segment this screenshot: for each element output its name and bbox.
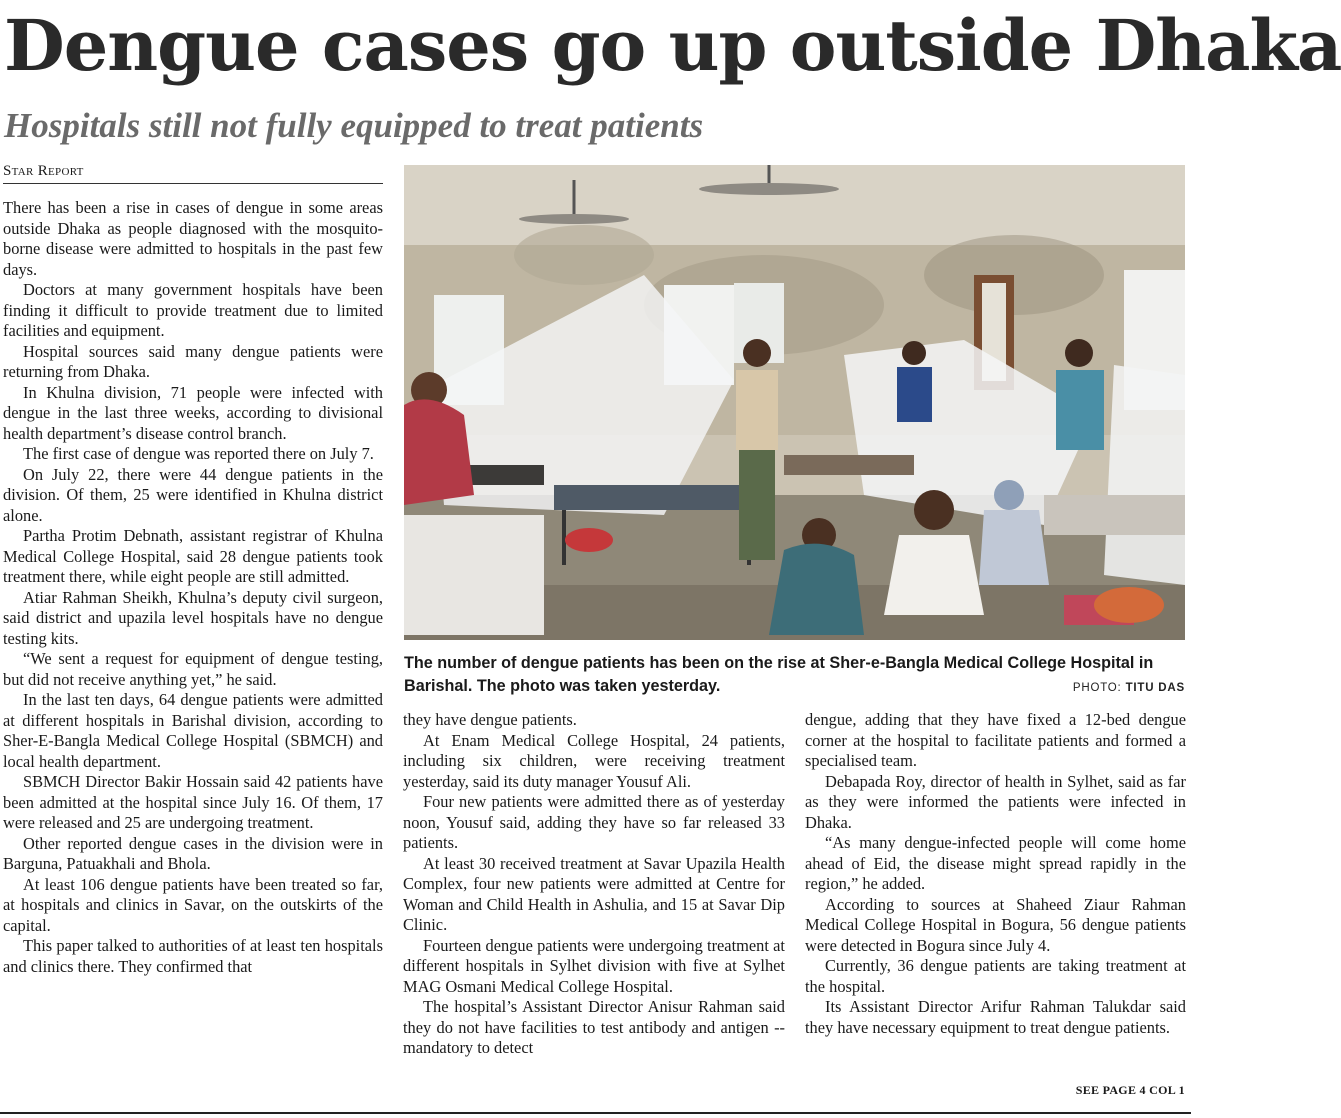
photo-caption: The number of dengue patients has been on the rise at Sher-e-Bangla Medical College Hospital in Barishal. The photo was taken yesterday.: [404, 654, 1154, 695]
paragraph: Currently, 36 dengue patients are taking treatment at the hospital.: [805, 956, 1186, 996]
paragraph: According to sources at Shaheed Ziaur Rahman Medical College Hospital in Bogura, 56 dengue patients were detected in Bogura since July 4.: [805, 894, 1186, 955]
article-column-2: [403, 710, 785, 1059]
paragraph: Its Assistant Director Arifur Rahman Talukdar said they have necessary equipment to treat dengue patients.: [805, 997, 1186, 1037]
continued-on-page-note: SEE PAGE 4 COL 1: [1075, 1083, 1185, 1097]
paragraph: In the last ten days, 64 dengue patients were admitted at different hospitals in Barishal division, according to Sher-E-Bangla Medical College Hospital (SBMCH) and local health department.: [3, 690, 383, 771]
paragraph: “As many dengue-infected people will come home ahead of Eid, the disease might spread rapidly in the region,” he added.: [805, 833, 1186, 893]
paragraph: they have dengue patients.: [403, 710, 577, 729]
paragraph: SBMCH Director Bakir Hossain said 42 patients have been admitted at the hospital since July 16. Of them, 17 were released and 25 are undergoing treatment.: [3, 772, 383, 832]
paragraph: The first case of dengue was reported there on July 7.: [23, 444, 374, 463]
paragraph: There has been a rise in cases of dengue in some areas outside Dhaka as people diagnosed with the mosquito-borne disease were admitted to hospitals in the past few days.: [3, 198, 383, 279]
paragraph: On July 22, there were 44 dengue patients in the division. Of them, 25 were identified in Khulna district alone.: [3, 464, 383, 525]
article-column-1: [3, 198, 383, 977]
paragraph: The hospital’s Assistant Director Anisur Rahman said they do not have facilities to test antibody and antigen -- mandatory to detect: [403, 997, 785, 1057]
paragraph: Four new patients were admitted there as of yesterday noon, Yousuf said, adding they have so far released 33 patients.: [403, 792, 785, 852]
paragraph: Doctors at many government hospitals have been finding it difficult to provide treatment due to limited facilities and equipment.: [3, 280, 383, 340]
headline: Dengue cases go up outside Dhaka: [4, 4, 1341, 87]
paragraph: This paper talked to authorities of at least ten hospitals and clinics there. They confirmed that: [3, 936, 383, 976]
paragraph: Hospital sources said many dengue patients were returning from Dhaka.: [3, 341, 383, 381]
news-photo: [404, 165, 1185, 640]
subheadline: Hospitals still not fully equipped to treat patients: [4, 106, 704, 145]
article-column-3: [805, 710, 1186, 1038]
photo-credit-label: PHOTO:: [1072, 682, 1122, 694]
paragraph: At least 106 dengue patients have been treated so far, at hospitals and clinics in Savar, on the outskirts of the capital.: [3, 874, 383, 935]
bottom-rule: [0, 1112, 1191, 1114]
photo-credit-name: TITU DAS: [1125, 682, 1185, 694]
paragraph: Debapada Roy, director of health in Sylhet, said as far as they were informed the patients were infected in Dhaka.: [805, 771, 1186, 832]
paragraph: Partha Protim Debnath, assistant registrar of Khulna Medical College Hospital, said 28 dengue patients took treatment there, while eight people are still admitted.: [3, 526, 383, 586]
paragraph: At Enam Medical College Hospital, 24 patients, including six children, were receiving treatment yesterday, said its duty manager Yousuf Ali.: [403, 730, 785, 791]
paragraph: Other reported dengue cases in the division were in Barguna, Patuakhali and Bhola.: [3, 833, 383, 873]
photo-credit: [1073, 682, 1185, 694]
paragraph: At least 30 received treatment at Savar Upazila Health Complex, four new patients were admitted at Centre for Woman and Child Health in Ashulia, and 15 at Savar Dip Clinic.: [403, 853, 785, 934]
paragraph: Fourteen dengue patients were undergoing treatment at different hospitals in Sylhet division with five at Sylhet MAG Osmani Medical College Hospital.: [403, 935, 785, 996]
paragraph: dengue, adding that they have fixed a 12-bed dengue corner at the hospital to facilitate patients and formed a specialised team.: [805, 710, 1186, 770]
paragraph: In Khulna division, 71 people were infected with dengue in the last three weeks, according to divisional health department’s disease control branch.: [3, 382, 383, 443]
paragraph: “We sent a request for equipment of dengue testing, but did not receive anything yet,” he said.: [3, 649, 383, 689]
byline: Star Report: [3, 160, 383, 184]
paragraph: Atiar Rahman Sheikh, Khulna’s deputy civil surgeon, said district and upazila level hospitals have no dengue testing kits.: [3, 587, 383, 648]
